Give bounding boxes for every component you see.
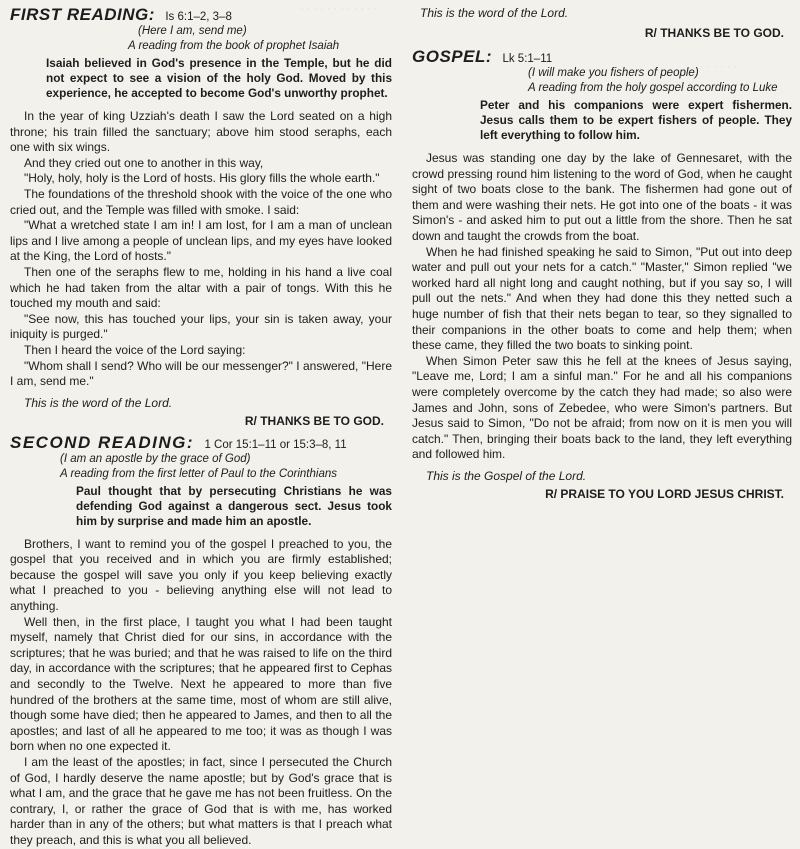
second-reading-paragraph: Brothers, I want to remind you of the gospel I preached to you, the gospel that you received and in which you are firmly established; because the gospel will save you only if you keep believing exactly what I preached to you - believing anything else will not lead to anything. [10, 536, 392, 614]
first-reading-closing: This is the word of the Lord. [24, 395, 173, 410]
second-reading-subtitle: (I am an apostle by the grace of God) [60, 452, 251, 465]
gospel-section [412, 48, 792, 501]
first-reading-response: R/ THANKS BE TO GOD. [244, 413, 384, 428]
first-reading-subtitle: (Here I am, send me) [138, 25, 247, 37]
left-column [10, 0, 392, 849]
first-reading-paragraph: "See now, this has touched your lips, your sin is taken away, your iniquity is purged." [10, 311, 392, 342]
gospel-source: A reading from the holy gospel according to Luke [528, 82, 778, 94]
second-reading-response: R/ THANKS BE TO GOD. [644, 26, 784, 40]
bleed-through-text: · · · · · · · · · · · · [300, 3, 378, 15]
first-reading-paragraph: "Whom shall I send? Who will be our messenger?" I answered, "Here I am, send me." [10, 358, 392, 389]
first-reading-section [10, 6, 392, 428]
first-reading-paragraph: And they cried out one to another in this way, [24, 155, 264, 170]
gospel-reference: Lk 5:1–11 [502, 53, 553, 65]
first-reading-paragraph: "What a wretched state I am in! I am lost, for I am a man of unclean lips and I live among a people of unclean lips, and my eyes have looked at the King, the Lord of hosts." [10, 218, 392, 264]
second-reading-paragraph: Well then, in the first place, I taught you what I had been taught myself, namely that Christ died for our sins, in accordance with the scriptures; that he was buried; and that he was raised to life on the third day, in accordance with the scriptures; that he appeared first to Cephas and secondly to the Twelve. Next he appeared to more than five hundred of the brothers at the same time, most of whom are still alive, though some have died; then he appeared to James, and then to all the apostles; and last of all he appeared to me too; it was as though I was born when no one expected it. [10, 614, 392, 754]
bleed-through-text: · · · · · · [700, 61, 738, 73]
second-reading-source: A reading from the first letter of Paul to the Corinthians [60, 467, 337, 480]
gospel-closing: This is the Gospel of the Lord. [426, 468, 587, 483]
gospel-title: GOSPEL: [412, 47, 493, 66]
second-reading-paragraph: I am the least of the apostles; in fact, since I persecuted the Church of God, I hardly deserve the name apostle; but by God's grace that is what I am, and the grace that he gave me has not been fruitless. On the contrary, I, or rather the grace of God that is with me, has worked harder than in any of the others; but what matters is that I preach what they preach, and this is what you all believed. [10, 755, 392, 847]
second-reading-title: SECOND READING: [10, 432, 195, 452]
first-reading-intro: Isaiah believed in God's presence in the Temple, but he did not expect to see a vision of the holy God. Moved by this experience, he accepted to become God's unworthy prophet. [46, 56, 392, 100]
first-reading-paragraph: The foundations of the threshold shook with the voice of the one who cried out, and the Temple was filled with smoke. I said: [10, 186, 392, 217]
first-reading-header [10, 6, 392, 24]
first-reading-paragraph: Then I heard the voice of the Lord saying: [24, 342, 246, 357]
gospel-response: R/ PRAISE TO YOU LORD JESUS CHRIST. [545, 486, 784, 501]
first-reading-paragraph: In the year of king Uzziah's death I saw the Lord seated on a high throne; his train filled the sanctuary; above him stood seraphs, each one with six wings. [10, 109, 392, 155]
first-reading-paragraph: Then one of the seraphs flew to me, holding in his hand a live coal which he had taken from the altar with a pair of tongs. With this he touched my mouth and said: [10, 264, 392, 311]
second-reading-closing: This is the word of the Lord. [420, 6, 569, 20]
first-reading-paragraph: "Holy, holy, holy is the Lord of hosts. His glory fills the whole earth." [24, 171, 380, 186]
second-reading-section [10, 434, 392, 849]
right-column [412, 0, 792, 507]
first-reading-title: FIRST READING: [10, 5, 155, 24]
gospel-intro: Peter and his companions were expert fishermen. Jesus calls them to be expert fishers of people. They left everything to follow him. [480, 98, 792, 142]
second-reading-reference: 1 Cor 15:1–11 or 15:3–8, 11 [204, 438, 347, 451]
gospel-header [412, 48, 792, 66]
gospel-subtitle: (I will make you fishers of people) [528, 67, 699, 79]
gospel-paragraph: When he had finished speaking he said to Simon, "Put out into deep water and pull out your nets for a catch." "Master," Simon replied "we worked hard all night long and caught nothing, but if you say so, I will pull out the nets." And when they had done this they netted such a huge number of fish that their nets began to tear, so they signalled to their companions in the other boats to come and help them; when these came, they filled the two boats to sinking point. [412, 244, 792, 353]
gospel-paragraph: When Simon Peter saw this he fell at the knees of Jesus saying, "Leave me, Lord; I am a sinful man." For he and all his companions were completely overcome by the catch they had made; so also were James and John, sons of Zebedee, who were Simon's partners. But Jesus said to Simon, "Do not be afraid; from now on it is men you will catch." Then, bringing their boats back to the land, they left everything and followed him. [412, 353, 792, 462]
first-reading-source: A reading from the book of prophet Isaiah [128, 40, 340, 52]
gospel-paragraph: Jesus was standing one day by the lake of Gennesaret, with the crowd pressing round him listening to the word of God, when he caught sight of two boats close to the bank. The fishermen had gone out of them and were washing their nets. He got into one of the boats - it was Simon's - and asked him to put out a little from the shore. Then he sat down and taught the crowds from the boat. [412, 151, 792, 243]
second-reading-intro: Paul thought that by persecuting Christians he was defending God against a dangerous sect. Jesus took him by surprise and made him an apostle. [76, 483, 392, 528]
first-reading-reference: Is 6:1–2, 3–8 [165, 11, 232, 23]
second-reading-header [10, 434, 392, 452]
